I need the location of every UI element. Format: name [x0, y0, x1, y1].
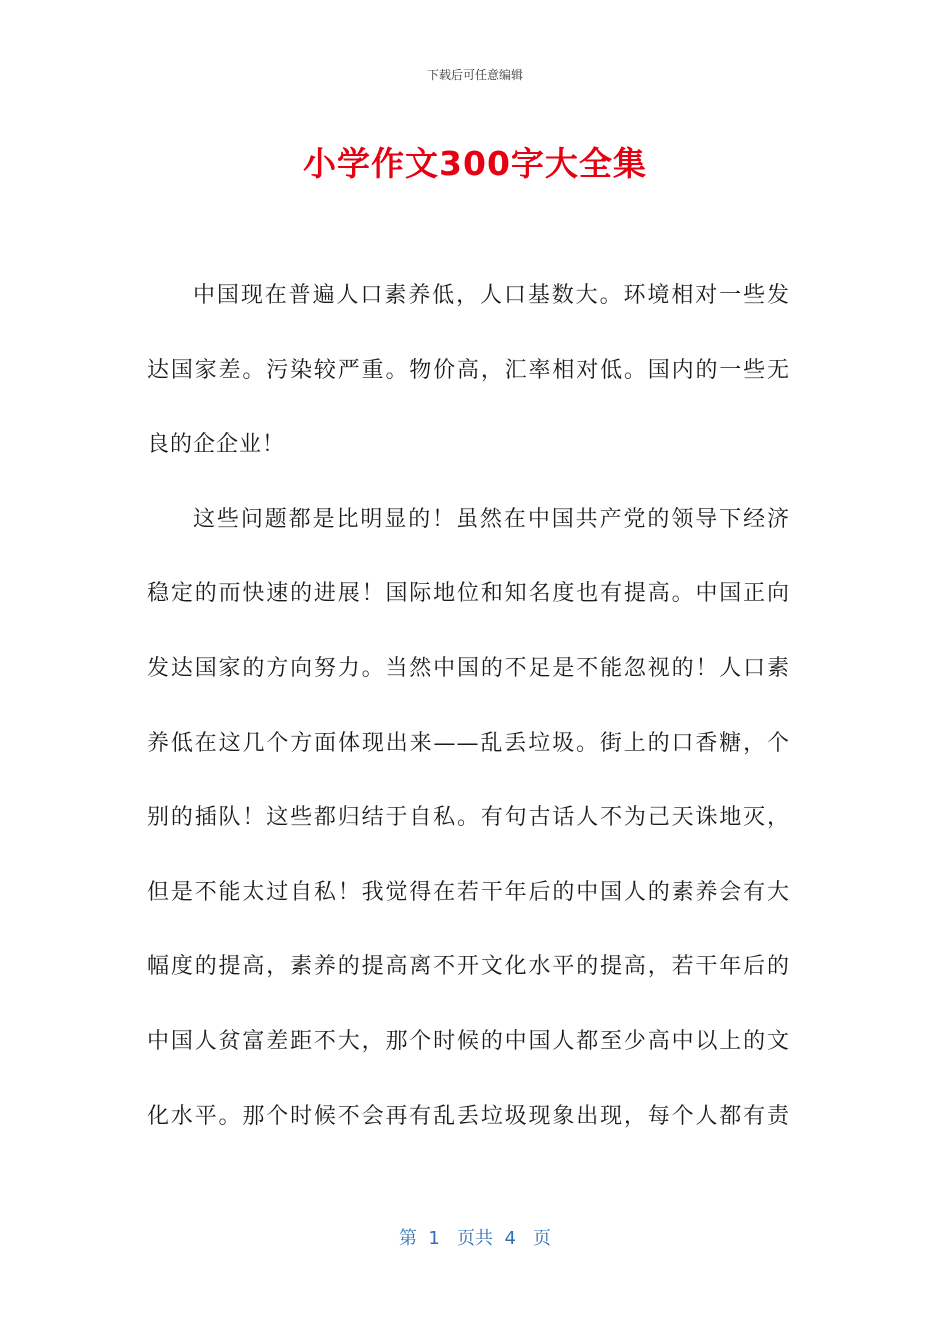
- body-line: 化水平。那个时候不会再有乱丢垃圾现象出现，每个人都有责: [147, 1103, 790, 1129]
- body-line: 发达国家的方向努力。当然中国的不足是不能忽视的！人口素: [147, 655, 790, 681]
- body-line: 中国人贫富差距不大，那个时候的中国人都至少高中以上的文: [147, 1028, 790, 1054]
- body-line: 但是不能太过自私！我觉得在若干年后的中国人的素养会有大: [147, 879, 790, 905]
- body-line: 这些问题都是比明显的！虽然在中国共产党的领导下经济: [193, 506, 790, 532]
- body-line: 良的企企业！: [147, 432, 286, 458]
- document-body: [147, 259, 790, 1154]
- page-header-note: 下载后可任意编辑: [426, 68, 523, 82]
- body-line: 别的插队！这些都归结于自私。有句古话人不为己天诛地灭，: [147, 805, 790, 831]
- body-line: 中国现在普遍人口素养低，人口基数大。环境相对一些发: [193, 283, 790, 308]
- page-number-footer: 第 1 页共 4 页: [398, 1228, 552, 1249]
- body-line: 稳定的而快速的进展！国际地位和知名度也有提高。中国正向: [147, 581, 790, 607]
- body-line: 达国家差。污染较严重。物价高，汇率相对低。国内的一些无: [147, 357, 790, 383]
- body-line: 幅度的提高，素养的提高离不开文化水平的提高，若干年后的: [147, 954, 790, 980]
- body-line: 养低在这几个方面体现出来——乱丢垃圾。街上的口香糖，个: [147, 730, 790, 756]
- document-title: 小学作文300字大全集: [303, 144, 647, 183]
